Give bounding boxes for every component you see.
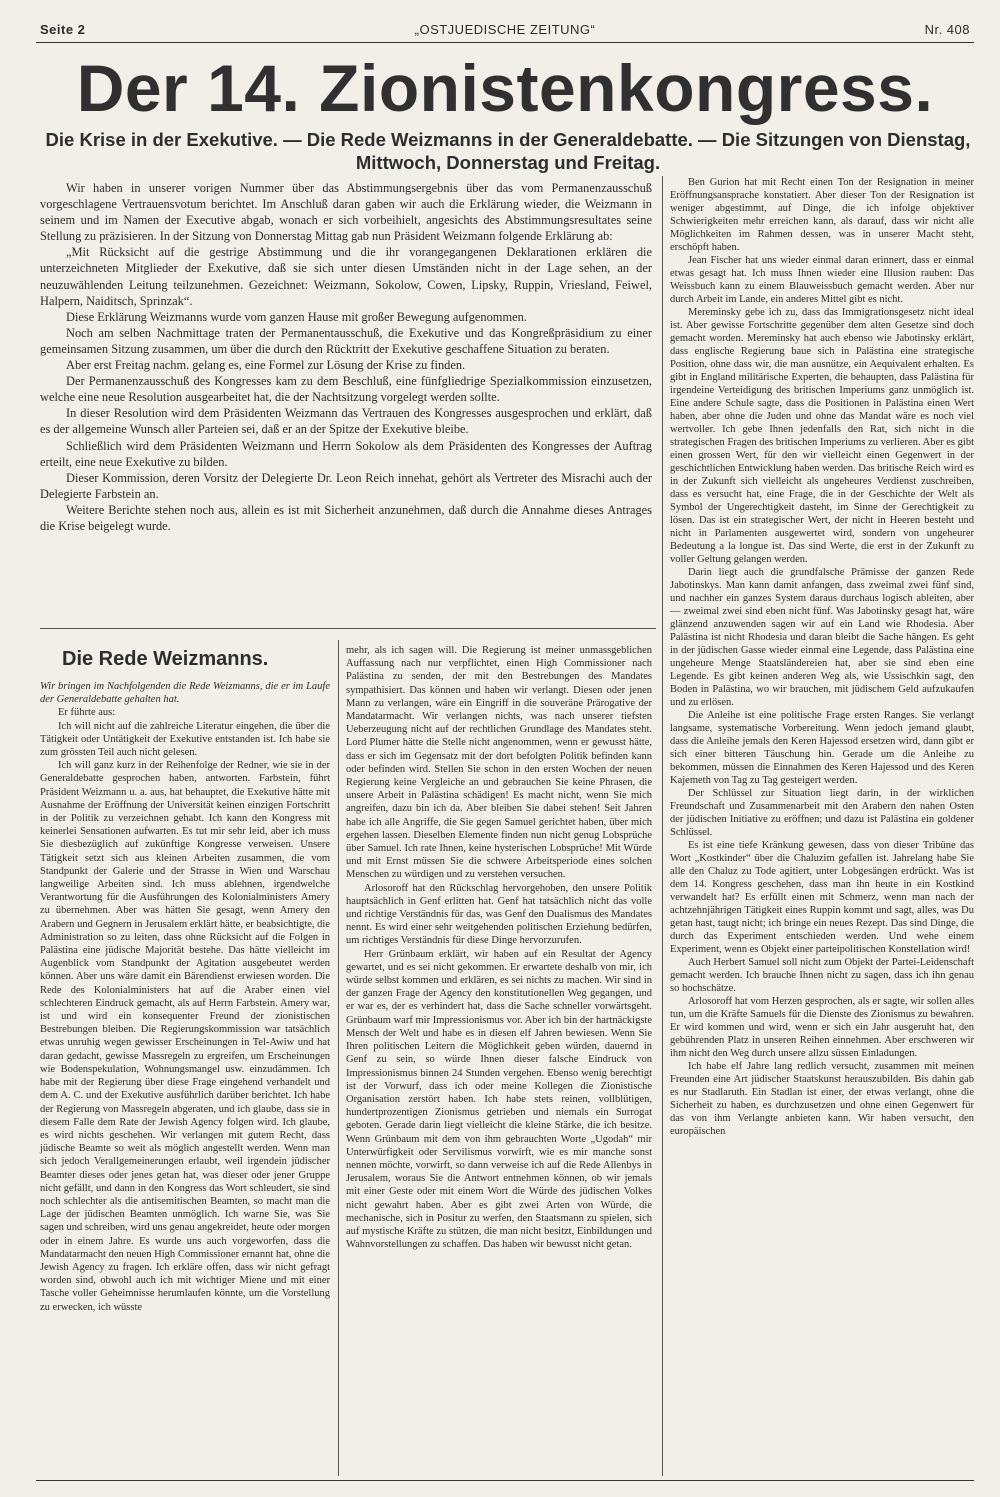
paragraph: Arlosoroff hat den Rückschlag hervorgehoben, den unsere Politik hauptsächlich in Genf erlitten hat. Genf hat tatsächlich nicht das volle und richtige Verständnis für das, was Genf den Dualismus des Mandates nennt. Es wird einer sehr weitgehenden politischen Erziehung bedürfen, um richtiges Verständnis für diese Dinge hervorzurufen. <box>346 882 652 947</box>
speech-col1-text <box>40 706 330 1313</box>
paragraph: Er führte aus: <box>58 707 116 719</box>
headline: Der 14. Zionistenkongress. <box>76 51 934 125</box>
paragraph: Wir haben in unserer vorigen Nummer über das Abstimmungsergebnis über das vom Permanenzausschuß vorgeschlagene Vertrauensvotum berichtet. Im Anschluß daran gaben wir auch die Erklärung wieder, die Weizmann in seinem und im Namen der Executive abgab, wonach er sich vorbeihielt, angesichts des Abstimmungsresultates seine Stellung zu präzisieren. In der Sitzung von Donnerstag Mittag gab nun Präsident Weizmann folgende Erklärung ab: <box>40 181 652 244</box>
paragraph: Dieser Kommission, deren Vorsitz der Delegierte Dr. Leon Reich innehat, gehört als Vertreter des Misrachi auch der Delegierte Farbstein an. <box>40 470 652 501</box>
paragraph: Die Anleihe ist eine politische Frage ersten Ranges. Sie verlangt langsame, systematische Vorbereitung. Wenn jedoch jemand glaubt, dass die Anleihe jemals den Keren Hajessod ersetzen wird, dann gibt er sich einer bitteren Täuschung hin. Gerade um die Anleihe zu bekommen, müssen die Einnahmen des Keren Hajessod und des Keren Kajemeth von Tag zu Tag gesteigert werden. <box>670 710 974 786</box>
paragraph: Ich will ganz kurz in der Reihenfolge der Redner, wie sie in der Generaldebatte gesprochen haben, antworten. Farbstein, führt Präsident Weizmann u. a. aus, hat behauptet, die Exekutive hätte mit Ausnahme der Eröffnung der Universität keinen einzigen Fortschritt in der Politik zu verzeichnen gehabt. Ich kann den Kongress mit keinerlei Sensationen aufwarten. Es tut mir sehr leid, aber ich muss Sie diesbezüglich auf zukünftige Kongresse verweisen. Unsere Tätigkeit setzt sich aus kleinen Arbeiten zusammen, die vom Standpunkt der Galerie und der Strasse in Wien und Warschau langweilige Arbeiten sind. Ich muss ablehnen, irgendwelche Verantwortung für die Ausführungen des Kolonialministers Amery zu übernehmen. Aber was hätten Sie gesagt, wenn Amery den Arabern und Gegnern in Jerusalem erklärt hätte, er beabsichtigte, die Administration so zu leiten, dass ohne Rücksicht auf die Folgen in Palästina eine jüdische Majorität bestehe. Das hätte vielleicht im Augenblick vom Standpunkt der Agitation ausgebeutet werden können. Aber uns wäre damit ein Bärendienst erwiesen worden. Die Rede des Kolonialministers hat auf die Araber einen viel schlechteren Eindruck gemacht, als auf Herrn Farbstein. Amery war, ist und wird ein konsequenter Freund der zionistischen Bestrebungen bleiben. Die Regierungskommission war tatsächlich etwas unruhig wegen gewisser Erscheinungen in Tel-Awiw und hat daran gedacht, gewisse Massregeln zu ergreifen, um Erscheinungen wie Bodenspekulation, Wohnungsmangel usw. einzudämmen. Ich habe mit der Regierung über diese Frage eingehend verhandelt und dem A. C. und der Exekutive ausführlich darüber berichtet. Ich habe der Regierung von Massregeln abgeraten, und ich glaube, dass sie in diesem Falle dem Rate der Jewish Agency folgen wird. Ich glaube, es wird nichts geschehen. Wir verlangen mit gutem Recht, dass jüdische Beamte so weit als möglich angestellt werden. Wenn man sich jedoch Verallgemeinerungen erlaubt, weil irgendein jüdischer Beamter dieses oder jenes getan hat, was dieser oder jener Gruppe nicht gefällt, und dann in den Kongress das Wort schleudert, sie sind noch schlechter als die antisemitischen Beamten, so macht man die Lage der jüdischen Beamten unmöglich. Ich warne Sie, was Sie sagen und schreiben, wird uns genau angekreidet, heute oder morgen oder in einem Jahre. Es wurde uns auch vorgeworfen, dass die Mandatarmacht den neuen High Commissioner ernannt hat, ohne die Jewish Agency zu fragen. Ich erkläre offen, dass wir nicht gefragt worden sind, obwohl auch ich mit wichtiger Miene und mit einer Tasche voller Geheimnisse herumlaufen könnte, um die Vorstellung zu erwecken, ich wüsste <box>40 760 330 1313</box>
paragraph: „Mit Rücksicht auf die gestrige Abstimmung und die ihr vorangegangenen Deklarationen erklären die unterzeichneten Mitglieder der Exekutive, daß sie sich unter diesen Umständen nicht in der Lage sehen, an der neuzuwählenden Leitung teilzunehmen. Gezeichnet: Weizmann, Sokolow, Cowen, Lipsky, Ruppin, Vriesland, Feiwel, Halpern, Naiditsch, Sprinzak“. <box>40 245 652 308</box>
paragraph: Herr Grünbaum erklärt, wir haben auf ein Resultat der Agency gewartet, und es sei nicht gekommen. Er erwartete deshalb von mir, ich würde selbst kommen und erklären, es sei nichts zu machen. Wir sind in der ganzen Frage der Agency den konstitutionellen Weg gegangen, und er war es, der es verhindert hat, dass die Sache schneller vorwärtsgeht. Grünbaum warf mir Impressionismus vor. Aber ich bin der hartnäckigste Mensch der Welt und habe es in diesen elf Jahren bewiesen. Wenn Sie Ihren politischen Leitern die Möglichkeit geben würden, dauernd in Genf zu sein, so würde Ihnen dieser falsche Eindruck von Impressionismus binnen 24 Stunden vergehen. Ebenso wenig berechtigt ist der Vorwurf, dass ich oder meine Kollegen die Zionistische Organisation zerstört haben. Ich habe stets reinen, vollblütigen, hundertprozentigen Zionismus getrieben und niemals ein Surrogat geboten. Gerade darin liegt vielleicht die kleine Stärke, die ich besitze. Wenn Grünbaum mit dem von ihm gebrauchten Worte „Ugodah“ mir Unterwürfigkeit oder Servilismus vorwirft, wie es mir manche sonst nennen möchte, vorwirft, so dann verweise ich auf die Rede Allenbys in Jerusalem, woraus Sie die Antwort entnehmen können, ob wir jemals mit einer Geste oder mit einem Wort die Würde des jüdischen Volkes nicht gewahrt haben. Aber es gibt zwei Arten von Würde, die mechanische, sich in Positur zu werfen, den Staatsmann zu spielen, sich auf mystische Kräfte zu stützen, die man nicht besitzt, Einbildungen und Wahnvorstellungen zu schaffen. Das haben wir bewusst nicht getan. <box>346 948 652 1251</box>
paragraph: Jean Fischer hat uns wieder einmal daran erinnert, dass er einmal etwas gesagt hat. Ich muss Ihnen wieder eine Illusion rauben: Das Weissbuch kann zu einem Blauweissbuch gemacht werden. Aber nur durch Arbeit im Lande, ein anderes Mittel gibt es nicht. <box>670 255 974 305</box>
paragraph: Ben Gurion hat mit Recht einen Ton der Resignation in meiner Eröffnungsansprache konstatiert. Aber dieser Ton der Resignation ist weniger abgestimmt, auf Dinge, die ich infolge objektiver Schwierigkeiten mehr erreichen kann, als darauf, dass wir nicht alle Möglichkeiten im Rahmen dessen, was in unserer Macht steht, erschöpft haben. <box>670 177 974 253</box>
paragraph: Ich habe elf Jahre lang redlich versucht, zusammen mit meinen Freunden eine Art jüdischer Staatskunst herauszubilden. Bis dahin gab es nur Stadlaruth. Ein Stadlan ist einer, der etwas verlangt, ohne die Sicherheit zu haben, es durchzusetzen und ohne einen Gegenwert für das von ihm Verlangte anbieten kann. Wir haben versucht, den europäischen <box>670 1061 974 1137</box>
paragraph: Aber erst Freitag nachm. gelang es, eine Formel zur Lösung der Krise zu finden. <box>66 358 466 373</box>
column-separator <box>662 176 663 1476</box>
paragraph: Diese Erklärung Weizmanns wurde vom ganzen Hause mit großer Bewegung aufgenommen. <box>66 309 527 324</box>
paragraph: Ich will nicht auf die zahlreiche Literatur eingehen, die über die Tätigkeit oder Untätigkeit der Exekutive entstanden ist. Ich habe sie zum grössten Teil auch nicht gelesen. <box>40 720 330 759</box>
running-head <box>40 20 970 42</box>
footer-rule <box>36 1480 974 1481</box>
section-title: Die Rede Weizmanns. <box>62 648 269 670</box>
paragraph: Mereminsky gebe ich zu, dass das Immigrationsgesetz nicht ideal ist. Aber gewisse Fortschritte gegenüber dem alten Gesetze sind doch gemacht worden. Mereminsky hat auch ebenso wie Jabotinsky erklärt, dass englische Regierung baue sich in Palästina eine strategische Position, ohne dass wir, die man ausnütze, ein Aequivalent erhalten. Es gibt in England militärische Experten, die behaupten, dass Palästina für irgendeine Verteidigung des britischen Imperiums ganz unmöglich ist. Eine andere Schule sagte, dass die Positionen in Palästina einen Wert haben, aber ohne die Juden und ohne das Mandat wäre es noch viel wertvoller. Ich gebe Ihnen jedenfalls den Rat, sich nicht in die strategischen Fragen des britischen Imperiums zu verlieren. Aber es gibt einen grossen Wert, für den wir vielleicht einen Gegenwert in der geschichtlichen Entwicklung haben werden. Das britische Reich wird es in der Zukunft sich vielleicht als ungeheures Verdienst zuschreiben, dass es versucht hat, eine Frage, die in der Geschichte der Welt als Symbol der Ungerechtigkeit dasteht, im Sinne der Gerechtigkeit zu lösen. Das ist ein strategischer Wert, der nicht in Heeren besteht und nicht in Parlamenten ausgewertet wird, sondern von ungeheurer Bedeutung a la longue ist. Das sind Werte, die erst in der Zukunft zu voller Geltung gelangen werden. <box>670 307 974 565</box>
paragraph: Der Permanenzausschuß des Kongresses kam zu dem Beschluß, eine fünfgliedrige Spezialkommission einzusetzen, welche eine neue Resolution ausgearbeitet hat, die der Nachtsitzung vorgelegt werden sollte. <box>40 374 652 405</box>
header-rule <box>36 42 974 43</box>
speech-column-2 <box>346 644 652 1251</box>
paragraph: In dieser Resolution wird dem Präsidenten Weizmann das Vertrauen des Kongresses ausgesprochen und erklärt, daß es der allgemeine Wunsch aller Parteien sei, daß er an der Spitze der Exekutive bleibe. <box>40 406 652 437</box>
column-separator <box>338 640 339 1476</box>
section-rule <box>40 628 656 629</box>
paragraph: Auch Herbert Samuel soll nicht zum Objekt der Partei-Leidenschaft gemacht werden. Ich brauche Ihnen nicht zu sagen, dass ich ihn genau so hochschätze. <box>670 957 974 994</box>
paragraph: Der Schlüssel zur Situation liegt darin, in der wirklichen Freundschaft und Zusammenarbeit mit den Arabern den nahen Osten der jüdischen Initiative zu eröffnen; und dazu ist Palästina ein goldener Schlüssel. <box>670 788 974 838</box>
paragraph: Noch am selben Nachmittage traten der Permanentausschuß, die Exekutive und das Kongreßpräsidium zu einer gemeinsamen Sitzung zusammen, um über die durch den Rücktritt der Exekutive geschaffene Situation zu beraten. <box>40 325 652 356</box>
right-column <box>670 176 974 1138</box>
paragraph: Arlosoroff hat vom Herzen gesprochen, als er sagte, wir sollen alles tun, um die Kräfte Samuels für die Dienste des Zionismus zu bewahren. Er wird kommen und wird, wenn er sich ein Jahr ausgeruht hat, den gebührenden Platz in unseren Reihen einnehmen. Aber erschweren wir ihm nicht den Weg durch unsere allzu süssen Einladungen. <box>670 996 974 1059</box>
issue-number: Nr. 408 <box>924 22 970 37</box>
paragraph: mehr, als ich sagen will. Die Regierung ist meiner unmassgeblichen Auffassung nach nur verpflichtet, einen High Commissioner nach Palästina zu senden, der mit den Bestrebungen des Mandates sympathisiert. Das können und haben wir verlangt. Diesen oder jenen Mann zu verlangen, wäre ein Eingriff in die souveräne Prärogative der Mandatarmacht. Wir verlangen nichts, was nach unserer tiefsten Ueberzeugung nicht auf der rechtlichen Grundlage des Mandates steht. Lord Plumer hätte die Stelle nicht angenommen, wenn er gewusst hätte, dass er sich im Gegensatz mit der dort befolgten Politik befinden kann oder befinden wird. Stellen Sie schon in den ersten Wochen der neuen Regierung keine Vergleiche an und gebrauchen Sie keine Phrasen, die unsere Arbeit in Palästina schädigen! Es macht nicht, wenn Sie mich angreifen, dazu bin ich da. Aber bleiben Sie dabei stehen! Seit Jahren habe ich alle Angriffe, die Sie gegen Samuel gerichtet haben, über mich ergehen lassen. Dieselben Elemente finden nun nicht genug Lobsprüche über Samuel. Ich rate Ihnen, keine hysterischen Lobsprüche! Mit Würde und mit Ernst müssen Sie die schwere Arbeitsperiode eines solchen Menschen zu würdigen und zu verstehen versuchen. <box>346 645 652 881</box>
speech-column-1 <box>40 680 330 1314</box>
newspaper-name: „OSTJUEDISCHE ZEITUNG“ <box>414 22 596 37</box>
paragraph: Weitere Berichte stehen noch aus, allein es ist mit Sicherheit anzunehmen, daß durch die Annahme dieses Antrages die Krise beigelegt wurde. <box>40 502 652 533</box>
paragraph: Es ist eine tiefe Kränkung gewesen, dass von dieser Tribüne das Wort „Kostkinder“ über die Chaluzim gefallen ist. Jahrelang habe Sie alle den Chaluz zu Tode agitiert, unter Lobgesängen erdrückt. Was ist dem 14. Kongress geschehen, dass man ihn heute in ein Kostkind verwandelt hat? Es erfüllt einen mit Schmerz, wenn man nach der achtzehnjährigen Tätigkeit eines Ruppin kommt und sagt, alles, was Du getan hast, taugt nicht; ich bringe ein neues Rezept. Das sind Dinge, die durch das Experiment entschieden werden. Und wehe einem Experiment, wenn es Objekt einer parteipolitischen Konstellation wird! <box>670 840 974 955</box>
subheadline: Die Krise in der Exekutive. — Die Rede Weizmanns in der Generaldebatte. — Die Sitzungen von Dienstag, Mittwoch, Donnerstag und Freitag. <box>45 129 971 173</box>
paragraph: Schließlich wird dem Präsidenten Weizmann und Herrn Sokolow als dem Präsidenten des Kongresses der Auftrag erteilt, eine neue Exekutive zu bilden. <box>40 438 652 469</box>
speech-lead: Wir bringen im Nachfolgenden die Rede Weizmanns, die er im Laufe der Generaldebatte gehalten hat. <box>40 681 330 706</box>
page-number: Seite 2 <box>40 22 86 37</box>
paragraph: Darin liegt auch die grundfalsche Prämisse der ganzen Rede Jabotinskys. Man kann damit anfangen, dass zweimal zwei fünf sind, und nachher ein ganzes System daraus durchaus logisch ableiten, aber — zweimal zwei sind eben nicht fünf. Was Jabotinsky gesagt hat, wäre glänzend anzuwenden sagen wir auf ein Land wie Rhodesia. Aber Palästina ist nicht Rhodesia und daran bleibt die Sache hängen. Es geht in der jüdischen Gasse wieder einmal eine Legende, dass Palästina eine ungeheure Menge Staatsländereien hat, aber sie sind eben eine Legende. Es gibt keinen anderen Weg als, wie Ussischkin sagt, den Boden in Palästina, wo wir brauchen, mit jüdischem Geld aufzukaufen und zu erlösen. <box>670 567 974 708</box>
intro-article <box>40 180 652 534</box>
